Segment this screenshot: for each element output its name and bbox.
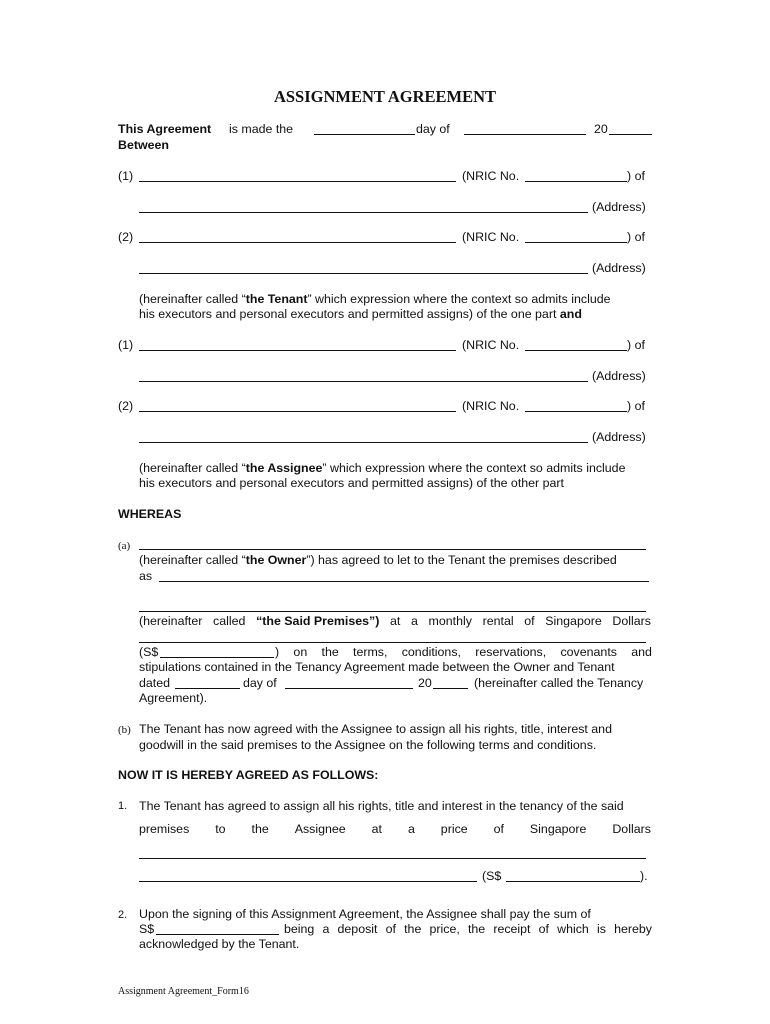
tenancy-hereinafter: (hereinafter called the Tenancy xyxy=(474,676,644,690)
tenant-2-name-field[interactable] xyxy=(139,242,456,243)
owner-name-field[interactable] xyxy=(139,549,646,550)
sgd-prefix: (S$ xyxy=(139,645,159,659)
clause-b-line-2: goodwill in the said premises to the Assignee on the following terms and conditions. xyxy=(139,738,597,752)
clause-2-line-2 xyxy=(284,922,652,936)
premises-word: of xyxy=(524,614,535,628)
clause-1-word: at xyxy=(371,822,382,836)
clause-1-word: to xyxy=(215,822,226,836)
of-label: ) of xyxy=(627,169,645,183)
tenant-def-open: (hereinafter called “ xyxy=(139,292,246,306)
stipulations-line: stipulations contained in the Tenancy Agreement made between the Owner and Tenant xyxy=(139,660,615,674)
assignee-1-name-field[interactable] xyxy=(139,350,456,351)
terms-word: reservations, xyxy=(475,645,547,659)
said-premises-line xyxy=(139,614,651,628)
terms-word: conditions, xyxy=(401,645,461,659)
tenant-definition-line-2 xyxy=(139,307,582,321)
tenant-1-name-field[interactable] xyxy=(139,181,456,182)
agreed-heading: NOW IT IS HEREBY AGREED AS FOLLOWS: xyxy=(118,768,379,782)
owner-term: the Owner xyxy=(245,553,307,567)
owner-def-rest: ”) has agreed to let to the Tenant the premises described xyxy=(306,553,617,567)
of-label: ) of xyxy=(627,338,645,352)
clause-2-line-3: acknowledged by the Tenant. xyxy=(139,937,300,951)
clause-1-word: price xyxy=(440,822,468,836)
agreement-year-field[interactable] xyxy=(609,134,652,135)
and-label: and xyxy=(559,307,582,321)
premises-description-field-2[interactable] xyxy=(139,611,646,612)
clause-2-word: hereby xyxy=(614,922,652,936)
clause-2-line-1: Upon the signing of this Assignment Agreement, the Assignee shall pay the sum of xyxy=(139,907,591,921)
clause-1-line-1: The Tenant has agreed to assign all his rights, title and interest in the tenancy of the said xyxy=(139,799,624,813)
terms-word: and xyxy=(631,645,652,659)
year-prefix: 20 xyxy=(418,676,432,690)
page-footer: Assignment Agreement_Form16 xyxy=(118,986,249,997)
clause-1-number: 1. xyxy=(118,800,128,812)
tenant-party-2-number: (2) xyxy=(118,230,134,244)
terms-word: on xyxy=(293,645,308,659)
clause-2-word: being xyxy=(284,922,315,936)
nric-label: (NRIC No. xyxy=(462,338,520,352)
clause-b-label: (b) xyxy=(118,724,131,736)
assignee-2-name-field[interactable] xyxy=(139,411,456,412)
assignee-term: the Assignee xyxy=(245,461,323,475)
address-label: (Address) xyxy=(592,261,646,275)
terms-word: the xyxy=(321,645,339,659)
assignee-definition-line-2: his executors and personal executors and permitted assigns) of the other part xyxy=(139,476,564,490)
terms-word: terms, xyxy=(353,645,388,659)
clause-2-word: is xyxy=(596,922,606,936)
nric-label: (NRIC No. xyxy=(462,230,520,244)
owner-def-open: (hereinafter called “ xyxy=(139,553,246,567)
premises-word: (hereinafter xyxy=(139,614,203,628)
clause-2-word: the xyxy=(404,922,422,936)
price-words-field-2[interactable] xyxy=(139,881,477,882)
clause-2-word: price, xyxy=(429,922,460,936)
tenant-2-nric-field[interactable] xyxy=(525,242,627,243)
deposit-sgd-label: S$ xyxy=(139,922,155,936)
premises-word: at xyxy=(389,614,401,628)
deposit-amount-field[interactable] xyxy=(156,934,279,935)
said-premises-term: “the Said Premises”) xyxy=(256,614,380,628)
terms-line xyxy=(275,645,652,659)
owner-definition-line xyxy=(139,553,617,567)
between-label: Between xyxy=(118,138,169,152)
clause-a-label: (a) xyxy=(118,540,131,552)
assignee-def-open: (hereinafter called “ xyxy=(139,461,246,475)
clause-1-word: Assignee xyxy=(294,822,346,836)
tenancy-year-field[interactable] xyxy=(433,688,468,689)
tenant-def-line-2-text: his executors and personal executors and permitted assigns) of the one part xyxy=(139,307,557,321)
tenant-1-nric-field[interactable] xyxy=(525,181,627,182)
clause-2-number: 2. xyxy=(118,909,128,921)
as-label: as xyxy=(139,569,153,583)
clause-1-word: the xyxy=(251,822,269,836)
clause-1-line-2 xyxy=(139,822,651,836)
price-words-field[interactable] xyxy=(139,858,646,859)
price-sgd-close: ). xyxy=(640,869,648,883)
clause-2-word: receipt xyxy=(493,922,531,936)
clause-1-word: Singapore xyxy=(529,822,587,836)
price-sgd-field[interactable] xyxy=(506,881,640,882)
year-prefix: 20 xyxy=(594,122,608,136)
of-label: ) of xyxy=(627,230,645,244)
of-label: ) of xyxy=(627,399,645,413)
address-label: (Address) xyxy=(592,430,646,444)
clause-1-word: Dollars xyxy=(612,822,651,836)
clause-1-word: a xyxy=(407,822,415,836)
assignee-party-1-number: (1) xyxy=(118,338,134,352)
premises-word: monthly xyxy=(428,614,472,628)
agreement-day-field[interactable] xyxy=(314,134,415,135)
rental-amount-sgd-field[interactable] xyxy=(160,657,274,658)
tenant-2-address-field[interactable] xyxy=(139,273,588,274)
premises-word: rental xyxy=(482,614,514,628)
clause-2-word: of xyxy=(385,922,396,936)
clause-2-word: deposit xyxy=(337,922,378,936)
clause-b-line-1: The Tenant has now agreed with the Assignee to assign all his rights, title, interest and xyxy=(139,722,612,736)
premises-word: Singapore xyxy=(545,614,602,628)
tenant-def-rest: ” which expression where the context so admits include xyxy=(307,292,611,306)
whereas-heading: WHEREAS xyxy=(118,507,182,521)
agreement-end: Agreement). xyxy=(139,691,208,705)
day-of-label: day of xyxy=(243,676,277,690)
premises-word: Dollars xyxy=(612,614,651,628)
clause-2-word: of xyxy=(538,922,549,936)
assignee-1-address-field[interactable] xyxy=(139,381,588,382)
assignee-def-rest: ” which expression where the context so admits include xyxy=(322,461,626,475)
tenant-definition-line-1 xyxy=(139,292,651,306)
price-sgd-open: (S$ xyxy=(482,869,502,883)
address-label: (Address) xyxy=(592,200,646,214)
terms-word: ) xyxy=(275,645,280,659)
dated-label: dated xyxy=(139,676,171,690)
clause-2-word: a xyxy=(322,922,330,936)
terms-word: covenants xyxy=(560,645,617,659)
is-made-the-label: is made the xyxy=(229,122,294,136)
rental-amount-words-field[interactable] xyxy=(139,642,646,643)
clause-1-word: of xyxy=(493,822,504,836)
assignee-2-address-field[interactable] xyxy=(139,442,588,443)
assignee-definition-line-1 xyxy=(139,461,625,475)
day-of-label: day of xyxy=(416,122,450,136)
premises-word: called xyxy=(213,614,246,628)
assignee-party-2-number: (2) xyxy=(118,399,134,413)
premises-word: a xyxy=(410,614,418,628)
this-agreement-label: This Agreement xyxy=(118,122,212,136)
document-title: ASSIGNMENT AGREEMENT xyxy=(273,87,497,106)
tenant-term: the Tenant xyxy=(245,292,308,306)
nric-label: (NRIC No. xyxy=(462,169,520,183)
clause-1-word: premises xyxy=(139,822,190,836)
tenancy-day-field[interactable] xyxy=(175,688,240,689)
agreement-month-field[interactable] xyxy=(464,134,586,135)
assignee-2-nric-field[interactable] xyxy=(525,411,627,412)
clause-2-word: which xyxy=(557,922,589,936)
nric-label: (NRIC No. xyxy=(462,399,520,413)
tenant-1-address-field[interactable] xyxy=(139,212,588,213)
tenancy-month-field[interactable] xyxy=(285,688,413,689)
premises-description-field[interactable] xyxy=(159,581,649,582)
address-label: (Address) xyxy=(592,369,646,383)
assignee-1-nric-field[interactable] xyxy=(525,350,627,351)
clause-2-word: the xyxy=(467,922,486,936)
tenant-party-1-number: (1) xyxy=(118,169,134,183)
